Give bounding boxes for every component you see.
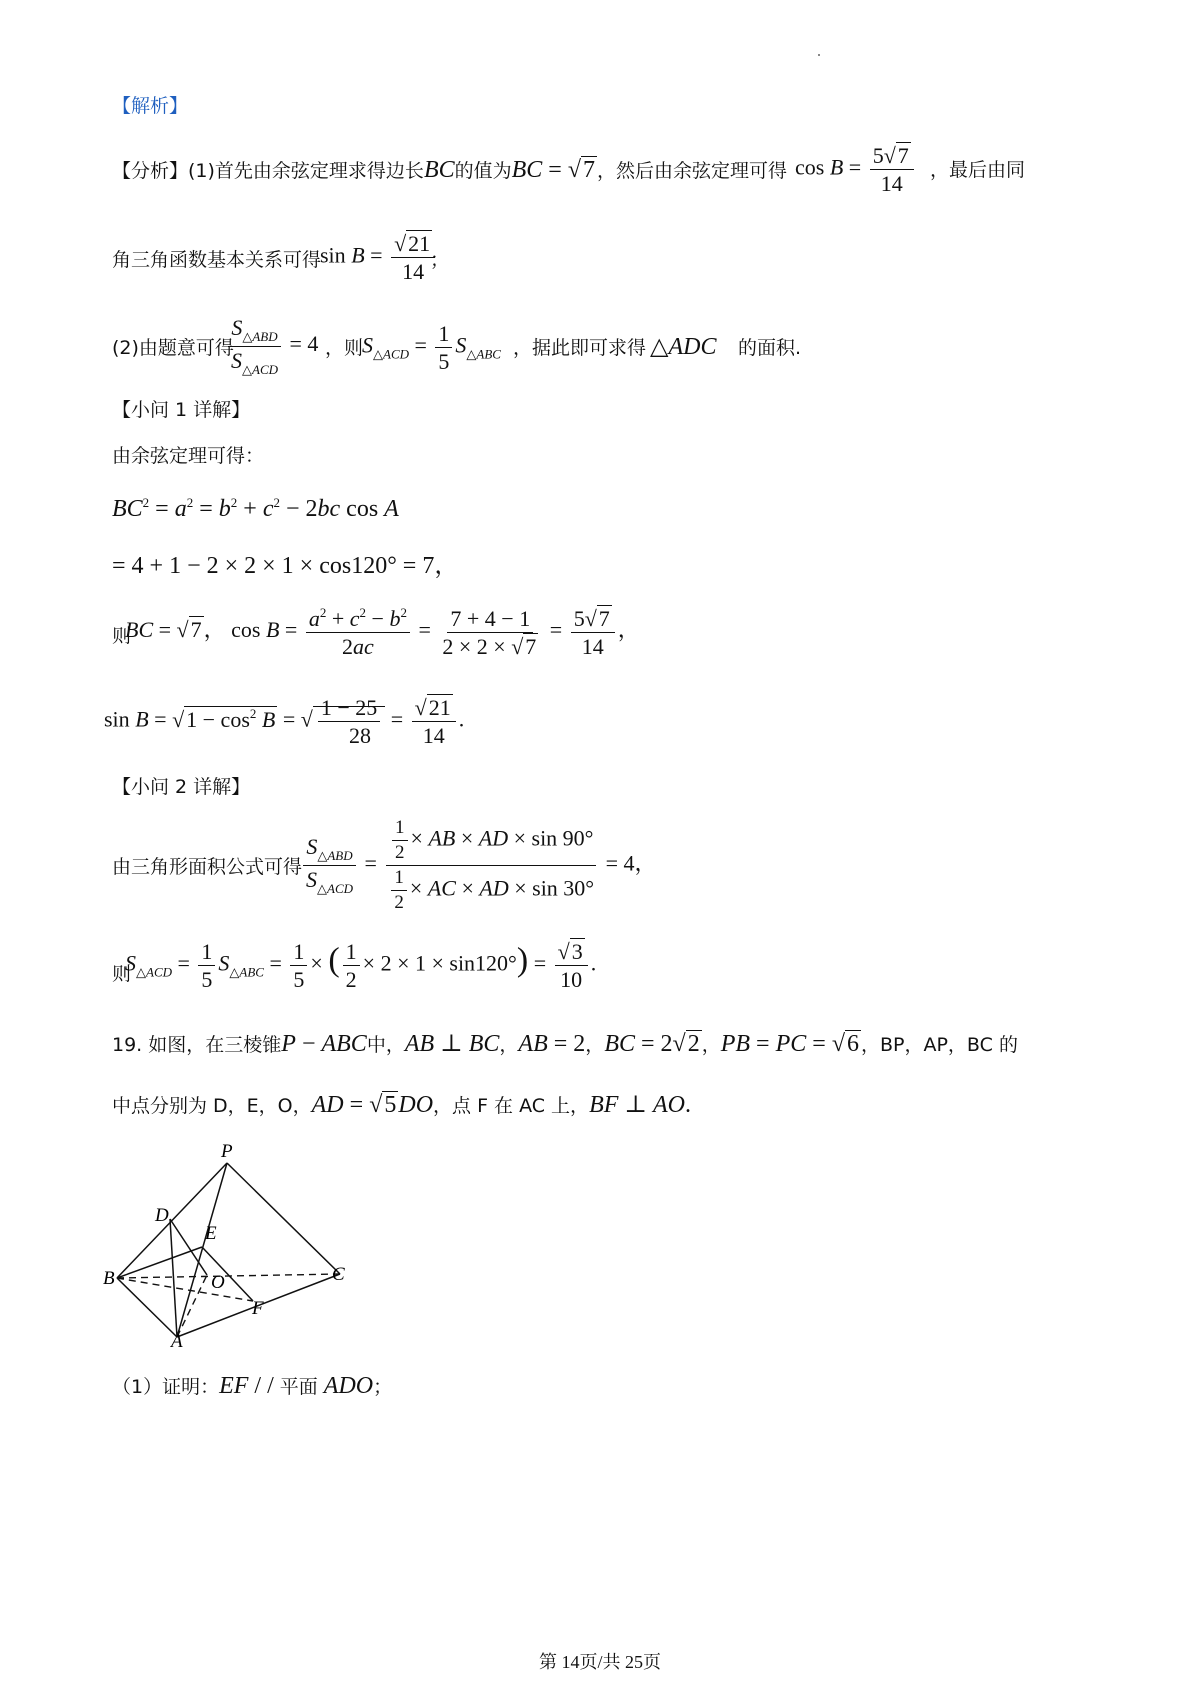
q1-eq-2: = 4 + 1 − 2 × 2 × 1 × cos120° = 7， [112, 553, 459, 579]
q2-eq-1: $\frac{S_{\triangle ABD}}{S_{\triangle ACD}}$ = $\frac{1}{2}$ × AB × AD × sin 90° $\frac{1}{2}$ × AC × AD × sin 30° = 4， [300, 818, 657, 913]
math-cosB: cos B = $\frac{5√7}{14}$ [795, 144, 917, 195]
vertex-label-C: C [332, 1264, 345, 1285]
q2-intro: 由三角形面积公式可得 [112, 856, 303, 878]
problem-19-line-1: 19. 如图，在三棱锥P − ABC中，AB ⊥ BC，AB = 2，BC = 2√2 ，PB = PC = √6 ，BP，AP，BC 的 [112, 1031, 1018, 1057]
vertex-label-F: F [252, 1298, 264, 1319]
q2-eq-2: $S_{\triangle ACD}$ = $\frac{1}{5}$ $S_{\triangle ABC}$ = $\frac{1}{5}$ × ( $\frac{1}{2}$ × 2 × 1 × sin120°) = $\frac{√3}{10}$ . [125, 939, 597, 993]
math-ratio: $\frac{S_{\triangle ABD}}{S_{\triangle ACD}}$ = 4 [225, 316, 318, 376]
analysis-line-1: 【分析】(1)首先由余弦定理求得边长BC的值为BC = √7 ，然后由余弦定理可得 [112, 157, 788, 183]
vertex-label-D: D [155, 1205, 169, 1226]
analysis-tag: 【分析】 [112, 160, 189, 182]
q1-title: 【小问 1 详解】 [112, 399, 251, 421]
vertex-label-O: O [211, 1272, 225, 1293]
vertex-label-E: E [205, 1223, 217, 1244]
math-area-relation: $S_{\triangle ACD}$ = $\frac{1}{5}$ $S_{\triangle ABC}$ [362, 321, 501, 375]
q1-eq-4: $\sin B = √1 - \cos^2 B$ = √ $\frac{1 - 25}{28}$ = $\frac{√21}{14}$ . [104, 695, 465, 749]
q2-title: 【小问 2 详解】 [112, 776, 251, 798]
page-footer: 第 14页/共 25页 [538, 1652, 661, 1672]
tetrahedron-figure [95, 1135, 365, 1350]
section-label-analysis: 【解析】 [112, 95, 189, 117]
vertex-label-A: A [171, 1331, 183, 1350]
vertex-label-B: B [103, 1268, 115, 1289]
scan-dot [818, 54, 820, 56]
q1-eq-3: BC = √7， cos B = $\frac{a^2 + c^2 - b^2}{2ac}$ = $\frac{7 + 4 - 1}{2 \times 2 \times √7}$ = $\frac{5√7}{14}$ ， [125, 605, 640, 660]
q1-intro: 由余弦定理可得： [112, 445, 265, 467]
problem-19-line-2: 中点分别为 D，E，O，AD = √5DO，点 F 在 AC 上，BF ⊥ AO. [112, 1092, 691, 1118]
math-sinB: sin B = $\frac{√21}{14}$ [320, 232, 438, 283]
vertex-label-P: P [221, 1141, 233, 1162]
q1-eq-1: $BC^2 = a^2 = b^2 + c^2 - 2bc$ cos A [112, 495, 399, 522]
part-1: （1）证明：EF / / 平面 ADO； [112, 1373, 393, 1399]
math-triangle-ADC: △ADC [650, 334, 717, 360]
